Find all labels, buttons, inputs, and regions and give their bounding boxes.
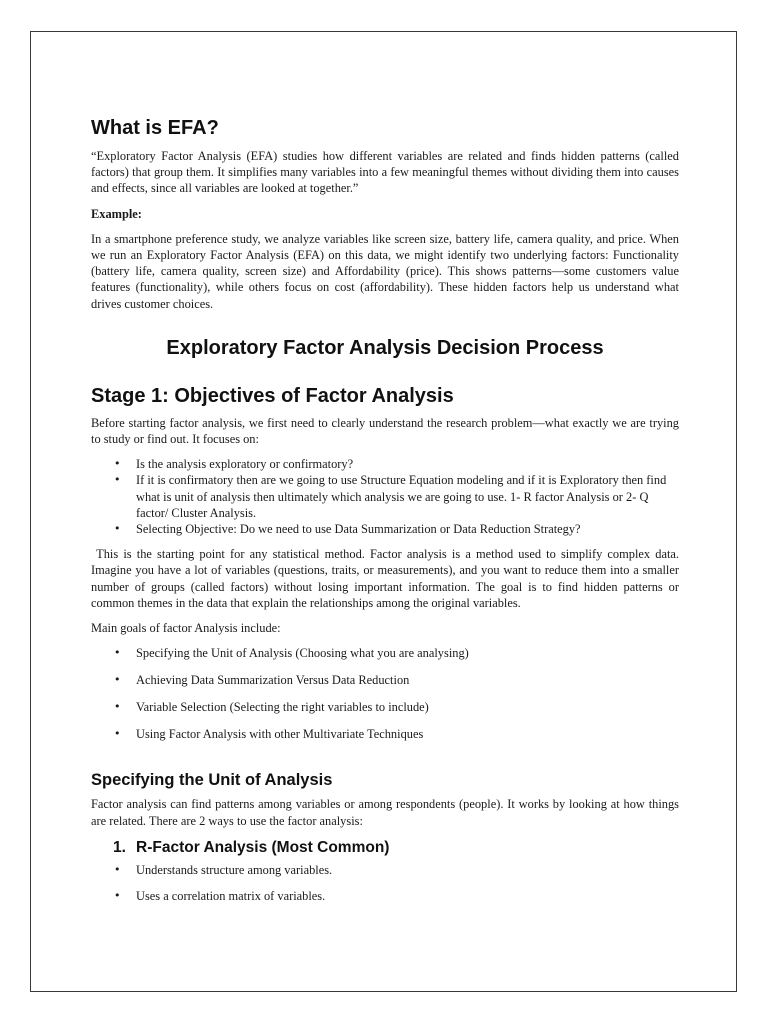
list-item: • Is the analysis exploratory or confirmatory? <box>91 456 679 472</box>
stage1-explanation: This is the starting point for any statistical method. Factor analysis is a method used to simplify complex data. Imagine you have a lot of variables (questions, traits, or measurements), and you want to reduce them into a smaller number of groups (called factors) without losing important information. The goal is to find hidden patterns or common themes in the data that explain the relationships among the original variables. <box>91 547 683 610</box>
r-factor-title: R-Factor Analysis (Most Common) <box>136 838 390 856</box>
example-text: In a smartphone preference study, we analyze variables like screen size, battery life, camera quality, and price. When we run an Exploratory Factor Analysis (EFA) on this data, we might identify two underlying factors: Functionality (battery life, camera quality, screen size) and Affordability (price). This shows patterns—some customers value features (functionality), while others focus on cost (affordability). These hidden factors help us understand what drives customer choices. <box>91 231 679 311</box>
process-heading: Exploratory Factor Analysis Decision Process <box>166 336 604 359</box>
stage1-heading: Stage 1: Objectives of Factor Analysis <box>91 384 454 407</box>
list-item: • Specifying the Unit of Analysis (Choosing what you are analysing) <box>91 645 679 661</box>
list-item: • Selecting Objective: Do we need to use Data Summarization or Data Reduction Strategy? <box>91 521 679 537</box>
goals-list <box>91 645 679 742</box>
list-item: • Understands structure among variables. <box>91 862 679 878</box>
unit-text: Factor analysis can find patterns among variables or among respondents (people). It works by looking at how things are related. There are 2 ways to use the factor analysis: <box>91 797 679 828</box>
example-label: Example: <box>91 206 142 221</box>
list-item: • Uses a correlation matrix of variables. <box>91 888 679 904</box>
efa-heading: What is EFA? <box>91 117 219 139</box>
document-page <box>30 31 737 992</box>
goals-intro: Main goals of factor Analysis include: <box>91 621 281 636</box>
r-factor-heading <box>91 838 679 858</box>
list-item: • Achieving Data Summarization Versus Data Reduction <box>91 672 679 688</box>
stage1-intro: Before starting factor analysis, we first need to clearly understand the research problem—what exactly we are trying to study or find out. It focuses on: <box>91 415 679 447</box>
r-factor-list <box>91 862 679 904</box>
list-item: • Variable Selection (Selecting the right variables to include) <box>91 699 679 715</box>
page-content <box>91 116 683 914</box>
focus-list <box>91 456 679 537</box>
unit-heading: Specifying the Unit of Analysis <box>91 771 333 790</box>
r-factor-number: 1. <box>113 838 126 856</box>
efa-definition: “Exploratory Factor Analysis (EFA) studies how different variables are related and finds hidden patterns (called factors) that group them. It simplifies many variables into a few meaningful themes without dividing them into causes and effects, since all variables are looked at together.” <box>91 149 679 196</box>
list-item: • If it is confirmatory then are we going to use Structure Equation modeling and if it is Exploratory then find what is unit of analysis then ultimately which analysis we are going to use. 1- R factor Analysis or 2- Q factor/ Cluster Analysis. <box>91 472 679 521</box>
list-item: • Using Factor Analysis with other Multivariate Techniques <box>91 726 679 742</box>
